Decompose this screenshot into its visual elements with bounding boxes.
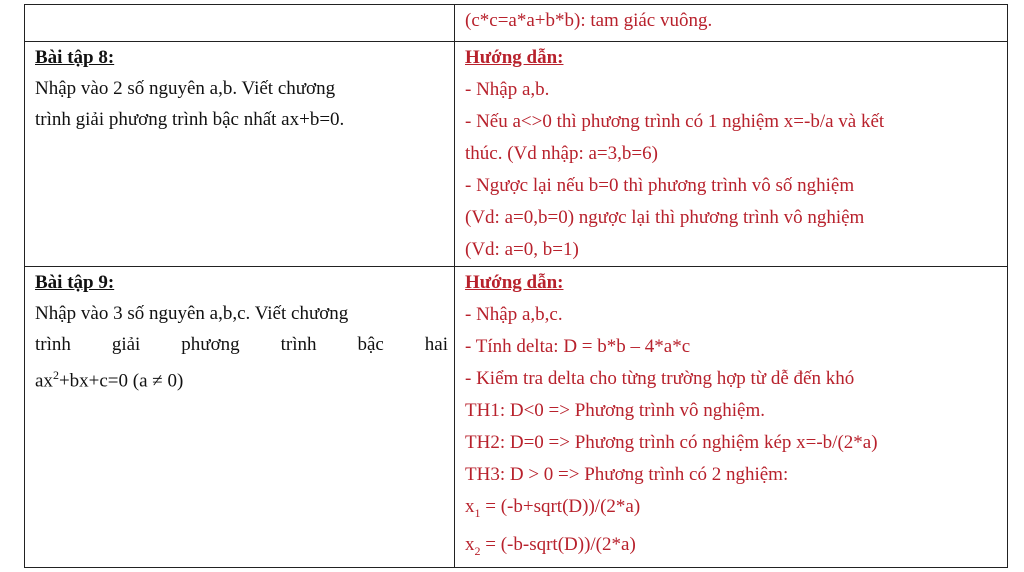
exercise-title: Bài tập 9: bbox=[35, 272, 115, 293]
formula-var: x bbox=[465, 496, 475, 517]
formula-expr: = (-b+sqrt(D))/(2*a) bbox=[480, 496, 641, 517]
problem-text: trình giải phương trình bậc nhất ax+b=0. bbox=[35, 109, 345, 130]
formula-var: x bbox=[465, 533, 475, 555]
guide-step: - Nhập a,b,c. bbox=[465, 304, 563, 325]
table-row bbox=[25, 267, 1008, 568]
table-row bbox=[25, 42, 1008, 267]
equation-exponent: 2 bbox=[52, 368, 59, 382]
guide-step: - Tính delta: D = b*b – 4*a*c bbox=[465, 336, 691, 357]
guide-case: TH2: D=0 => Phương trình có nghiệm kép x=-b/(2*a) bbox=[465, 432, 878, 453]
formula-subscript: 2 bbox=[474, 543, 481, 558]
guide-case: TH1: D<0 => Phương trình vô nghiệm. bbox=[465, 400, 766, 421]
problem-word: trình bbox=[280, 334, 317, 355]
guide-title: Hướng dẫn: bbox=[465, 272, 564, 293]
problem-text: Nhập vào 3 số nguyên a,b,c. Viết chương bbox=[35, 303, 349, 324]
exercise-title: Bài tập 8: bbox=[35, 47, 115, 68]
guide-step: - Kiểm tra delta cho từng trường hợp từ dễ đến khó bbox=[465, 368, 855, 389]
guide-step: - Ngược lại nếu b=0 thì phương trình vô số nghiệm bbox=[465, 175, 855, 196]
guide-step: - Nhập a,b. bbox=[465, 79, 550, 100]
guide-title: Hướng dẫn: bbox=[465, 47, 564, 68]
empty-cell bbox=[25, 5, 455, 42]
problem-text: Nhập vào 2 số nguyên a,b. Viết chương bbox=[35, 78, 336, 99]
exercise-table bbox=[24, 4, 1008, 568]
problem-word: giải bbox=[111, 334, 141, 355]
guide-step: - Nếu a<>0 thì phương trình có 1 nghiệm x=-b/a và kết bbox=[465, 111, 885, 132]
guide-case: TH3: D > 0 => Phương trình có 2 nghiệm: bbox=[465, 464, 789, 485]
equation-part: ax bbox=[35, 370, 53, 392]
problem-word: bậc bbox=[357, 334, 384, 355]
problem-cell bbox=[25, 42, 455, 267]
problem-word: phương bbox=[181, 334, 240, 355]
guide-cell bbox=[455, 42, 1008, 267]
formula-subscript: 1 bbox=[474, 505, 481, 520]
problem-word: hai bbox=[424, 334, 448, 355]
guide-cell bbox=[455, 5, 1008, 42]
guide-cell bbox=[455, 267, 1008, 568]
problem-word: trình bbox=[35, 334, 71, 355]
guide-text: (c*c=a*a+b*b): tam giác vuông. bbox=[465, 10, 713, 31]
guide-step: (Vd: a=0,b=0) ngược lại thì phương trình vô nghiệm bbox=[465, 207, 865, 228]
root-formula-x2 bbox=[465, 529, 1001, 567]
equation-part: +bx+c=0 (a ≠ 0) bbox=[58, 370, 184, 392]
problem-text bbox=[35, 329, 448, 360]
root-formula-x1 bbox=[465, 491, 1001, 529]
guide-step: (Vd: a=0, b=1) bbox=[465, 239, 579, 260]
formula-expr: = (-b-sqrt(D))/(2*a) bbox=[480, 533, 636, 555]
problem-cell bbox=[25, 267, 455, 568]
quadratic-equation bbox=[35, 360, 448, 396]
table-row bbox=[25, 5, 1008, 42]
guide-step: thúc. (Vd nhập: a=3,b=6) bbox=[465, 143, 658, 164]
